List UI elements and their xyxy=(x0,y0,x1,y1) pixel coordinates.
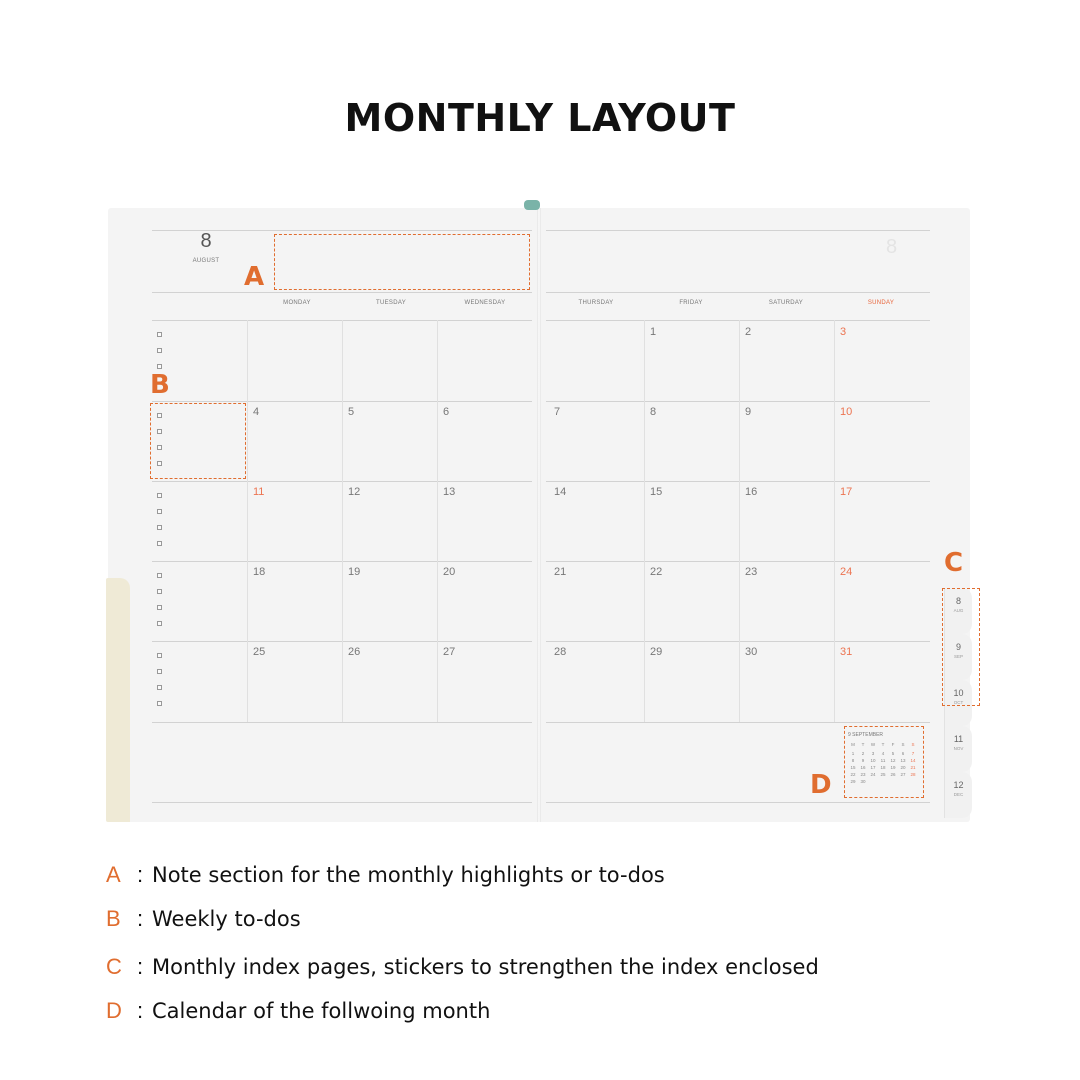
next-month-highlight xyxy=(844,726,924,798)
legend-item-d xyxy=(106,998,490,1024)
mini-weekday-header: F xyxy=(891,742,895,747)
mini-weekday-header: W xyxy=(870,742,876,747)
index-tab[interactable] xyxy=(944,726,972,772)
day-number: 18 xyxy=(253,566,266,578)
day-number-sunday: 17 xyxy=(840,486,853,498)
mini-day: 1 xyxy=(851,751,855,756)
todo-checkbox[interactable] xyxy=(157,573,162,578)
page-gutter xyxy=(537,208,541,822)
day-number: 15 xyxy=(650,486,663,498)
todo-checkbox[interactable] xyxy=(157,605,162,610)
day-number-holiday: 11 xyxy=(253,486,265,498)
weekday-header: FRIDAY xyxy=(679,300,703,306)
todo-checkbox[interactable] xyxy=(157,653,162,658)
todo-checkbox[interactable] xyxy=(157,621,162,626)
marker-c: C xyxy=(944,548,964,578)
todo-checkbox[interactable] xyxy=(157,364,162,369)
index-tab-number: 11 xyxy=(953,734,964,744)
day-number: 30 xyxy=(745,646,758,658)
todo-checkbox[interactable] xyxy=(157,348,162,353)
mini-day: 21 xyxy=(910,765,916,770)
mini-day: 23 xyxy=(860,772,866,777)
grid-line xyxy=(546,802,930,803)
mini-day: 16 xyxy=(860,765,866,770)
index-tab-month: NOV xyxy=(953,746,964,751)
todo-checkbox[interactable] xyxy=(157,701,162,706)
mini-day: 19 xyxy=(890,765,896,770)
day-number-sunday: 24 xyxy=(840,566,853,578)
day-number-sunday: 31 xyxy=(840,646,853,658)
mini-day: 18 xyxy=(880,765,886,770)
legend-item-a xyxy=(106,862,665,888)
mini-day: 8 xyxy=(851,758,855,763)
todo-checkbox[interactable] xyxy=(157,493,162,498)
weekday-header: TUESDAY xyxy=(376,300,406,306)
mini-day: 15 xyxy=(850,765,856,770)
day-number: 29 xyxy=(650,646,663,658)
planner-spread xyxy=(106,206,972,826)
grid-line xyxy=(546,561,930,562)
mini-day: 2 xyxy=(861,751,865,756)
legend-text: Note section for the monthly highlights or to-dos xyxy=(152,863,665,887)
day-number: 4 xyxy=(253,406,260,418)
header-bottom-line xyxy=(152,292,532,293)
todo-checkbox[interactable] xyxy=(157,541,162,546)
legend-letter: B xyxy=(106,906,121,931)
month-name: AUGUST xyxy=(192,258,220,264)
day-number: 19 xyxy=(348,566,361,578)
mini-day: 29 xyxy=(850,779,856,784)
weekly-todos-highlight xyxy=(150,403,246,479)
day-number: 28 xyxy=(554,646,567,658)
legend-text: Weekly to-dos xyxy=(152,907,301,931)
mini-day: 20 xyxy=(900,765,906,770)
grid-column-line xyxy=(644,320,645,722)
day-number-sunday: 3 xyxy=(840,326,847,338)
mini-weekday-header: T xyxy=(881,742,885,747)
day-number: 7 xyxy=(554,406,561,418)
marker-a: A xyxy=(244,262,265,292)
month-number: 8 xyxy=(200,230,212,252)
mini-day: 3 xyxy=(871,751,875,756)
index-tab-number: 12 xyxy=(953,780,964,790)
index-tab-number: 10 xyxy=(953,688,964,698)
page-title: MONTHLY LAYOUT xyxy=(344,96,736,140)
mini-day: 22 xyxy=(850,772,856,777)
weekday-header: MONDAY xyxy=(283,300,311,306)
index-tab-month: AUG xyxy=(953,608,964,613)
mini-day: 30 xyxy=(860,779,866,784)
weekday-header: THURSDAY xyxy=(578,300,614,306)
mini-day: 9 xyxy=(861,758,865,763)
day-number: 2 xyxy=(745,326,752,338)
day-number: 14 xyxy=(554,486,567,498)
todo-checkbox[interactable] xyxy=(157,589,162,594)
grid-line xyxy=(152,802,532,803)
index-tab-number: 9 xyxy=(955,642,961,652)
day-number: 12 xyxy=(348,486,361,498)
mini-weekday-header: S xyxy=(901,742,905,747)
day-number: 22 xyxy=(650,566,663,578)
monthly-notes-highlight xyxy=(274,234,530,290)
grid-line xyxy=(546,722,930,723)
day-number: 9 xyxy=(745,406,752,418)
grid-column-line xyxy=(739,320,740,722)
day-number: 8 xyxy=(650,406,657,418)
grid-column-line xyxy=(437,320,438,722)
day-number: 6 xyxy=(443,406,450,418)
index-tab-month: OCT xyxy=(953,700,964,705)
legend-text: Monthly index pages, stickers to strengthen the index enclosed xyxy=(152,955,819,979)
grid-line xyxy=(152,722,532,723)
legend-item-c xyxy=(106,954,819,980)
legend-item-b xyxy=(106,906,301,932)
grid-column-line xyxy=(247,320,248,722)
mini-weekday-header: T xyxy=(861,742,865,747)
mini-day: 5 xyxy=(891,751,895,756)
mini-day: 10 xyxy=(870,758,876,763)
day-number: 23 xyxy=(745,566,758,578)
page-notch xyxy=(108,578,130,822)
mini-day: 11 xyxy=(880,758,886,763)
todo-checkbox[interactable] xyxy=(157,525,162,530)
mini-day: 24 xyxy=(870,772,876,777)
marker-d: D xyxy=(810,770,832,800)
day-number: 16 xyxy=(745,486,758,498)
month-number-ghost: 8 xyxy=(886,236,898,258)
header-bottom-line-right xyxy=(546,292,930,293)
index-tab-month: DEC xyxy=(953,792,964,797)
day-number: 26 xyxy=(348,646,361,658)
grid-line xyxy=(546,401,930,402)
weekday-header-sunday: SUNDAY xyxy=(867,300,895,306)
mini-day: 17 xyxy=(870,765,876,770)
index-tab-month: SEP xyxy=(953,654,963,659)
todo-checkbox[interactable] xyxy=(157,509,162,514)
day-number: 1 xyxy=(650,326,657,338)
mini-day: 12 xyxy=(890,758,896,763)
legend-colon: : xyxy=(136,862,144,887)
grid-line xyxy=(546,641,930,642)
legend-colon: : xyxy=(136,906,144,931)
header-top-line-right xyxy=(546,230,930,231)
todo-checkbox[interactable] xyxy=(157,332,162,337)
mini-weekday-header: S xyxy=(911,742,915,747)
weekday-header: WEDNESDAY xyxy=(464,300,506,306)
mini-day: 28 xyxy=(910,772,916,777)
day-number: 5 xyxy=(348,406,355,418)
next-month-title: 9 SEPTEMBER xyxy=(848,732,884,738)
legend-letter: D xyxy=(106,998,122,1023)
marker-b: B xyxy=(150,370,170,400)
weekday-header: SATURDAY xyxy=(768,300,804,306)
day-number: 13 xyxy=(443,486,456,498)
mini-day: 25 xyxy=(880,772,886,777)
grid-line xyxy=(546,481,930,482)
day-number: 27 xyxy=(443,646,456,658)
legend-text: Calendar of the follwoing month xyxy=(152,999,491,1023)
mini-day: 4 xyxy=(881,751,885,756)
bookmark-ribbon xyxy=(524,200,540,210)
legend-letter: A xyxy=(106,862,121,887)
mini-day: 6 xyxy=(901,751,905,756)
mini-day: 14 xyxy=(910,758,916,763)
index-tab-number: 8 xyxy=(955,596,961,606)
mini-day: 27 xyxy=(900,772,906,777)
mini-day: 26 xyxy=(890,772,896,777)
legend-colon: : xyxy=(136,954,144,979)
mini-weekday-header: M xyxy=(851,742,855,747)
legend-letter: C xyxy=(106,954,122,979)
day-number: 20 xyxy=(443,566,456,578)
day-number: 25 xyxy=(253,646,266,658)
index-tabs-highlight xyxy=(942,588,980,706)
grid-line xyxy=(546,320,930,321)
grid-column-line xyxy=(834,320,835,722)
index-tab[interactable] xyxy=(944,772,972,818)
mini-day: 7 xyxy=(911,751,915,756)
day-number: 21 xyxy=(554,566,567,578)
day-number-sunday: 10 xyxy=(840,406,853,418)
grid-column-line xyxy=(342,320,343,722)
legend-colon: : xyxy=(136,998,144,1023)
todo-checkbox[interactable] xyxy=(157,669,162,674)
todo-checkbox[interactable] xyxy=(157,685,162,690)
mini-day: 13 xyxy=(900,758,906,763)
